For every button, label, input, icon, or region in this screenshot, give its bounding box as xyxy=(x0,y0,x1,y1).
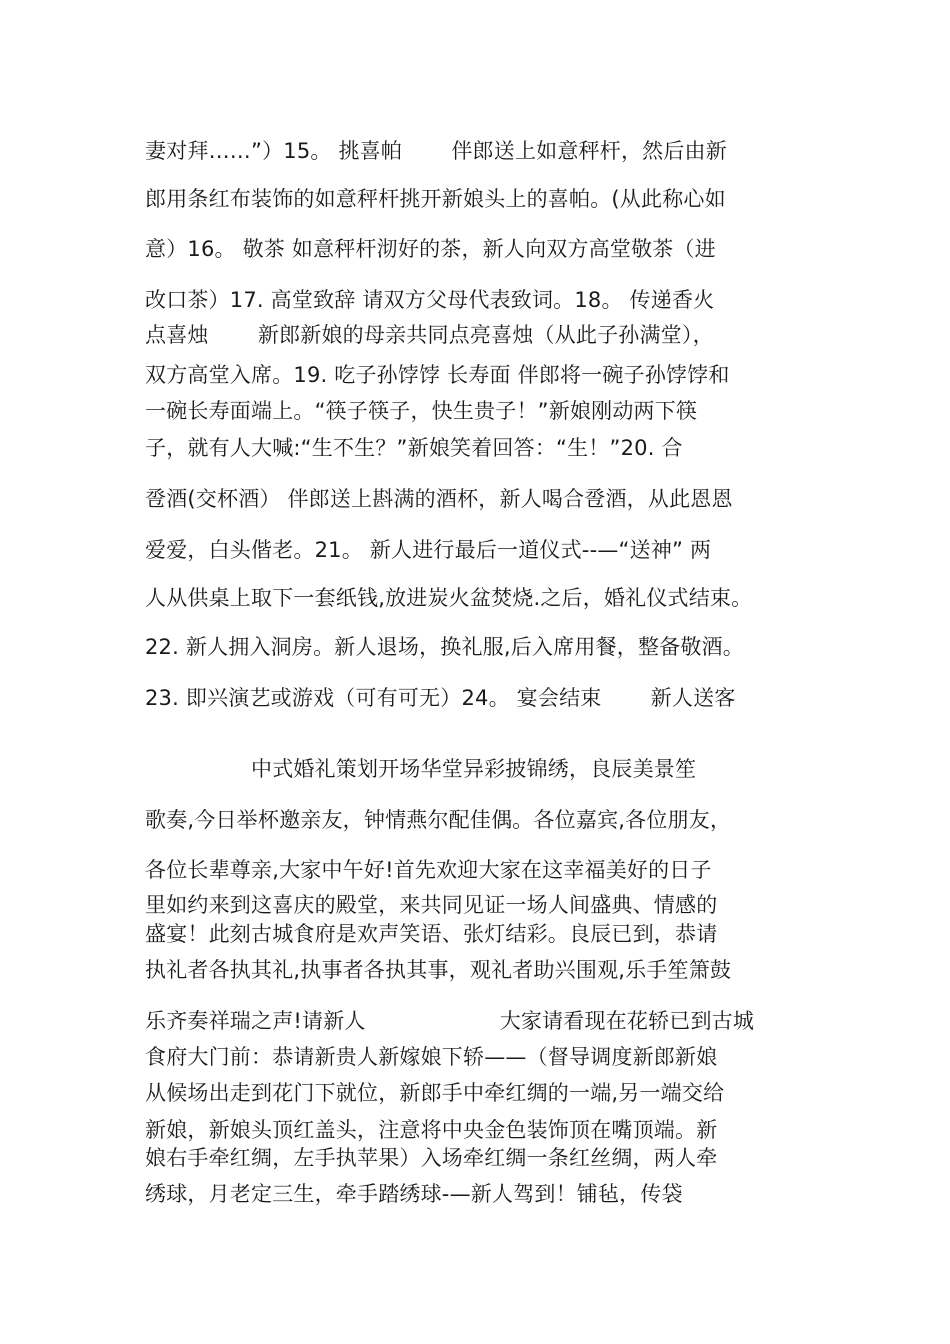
text-line-15: 歌奏,今日举杯邀亲友，钟情燕尔配佳偶。各位嘉宾,各位朋友， xyxy=(145,808,732,832)
text-line-9: 卺酒(交杯酒） 伴郎送上斟满的酒杯，新人喝合卺酒，从此恩恩 xyxy=(145,487,733,511)
text-line-25: 绣球，月老定三生，牵手踏绣球-—新人驾到！铺毡，传袋 xyxy=(145,1182,683,1206)
text-line-12: 22. 新人拥入洞房。新人退场，换礼服,后入席用餐，整备敬酒。 xyxy=(145,635,744,659)
text-line-1: 妻对拜……”）15。 挑喜帕 伴郎送上如意秤杆，然后由新 xyxy=(145,139,727,163)
text-line-24: 娘右手牵红绸，左手执苹果）入场牵红绸一条红丝绸，两人牵 xyxy=(145,1146,718,1170)
text-line-7: 一碗长寿面端上。“筷子筷子，快生贵子！”新娘刚动两下筷 xyxy=(145,399,698,423)
text-line-21: 食府大门前：恭请新贵人新嫁娘下轿——（督导调度新郎新娘 xyxy=(145,1045,718,1069)
text-line-14: 中式婚礼策划开场华堂异彩披锦绣，良辰美景笙 xyxy=(145,757,697,781)
text-line-2: 郎用条红布装饰的如意秤杆挑开新娘头上的喜帕。(从此称心如 xyxy=(145,187,726,211)
text-line-17: 里如约来到这喜庆的殿堂，来共同见证一场人间盛典、情感的 xyxy=(145,893,718,917)
text-line-13: 23. 即兴演艺或游戏（可有可无）24。 宴会结束 新人送客 xyxy=(145,686,736,710)
text-line-11: 人从供桌上取下一套纸钱,放进炭火盆焚烧.之后，婚礼仪式结束。 xyxy=(145,586,753,610)
text-line-20: 乐齐奏祥瑞之声!请新人 大家请看现在花轿已到古城 xyxy=(145,1009,755,1033)
text-line-8: 子，就有人大喊:“生不生？”新娘笑着回答：“生！”20. 合 xyxy=(145,436,683,460)
text-line-16: 各位长辈尊亲,大家中午好!首先欢迎大家在这幸福美好的日子 xyxy=(145,858,712,882)
text-line-4: 改口茶）17. 高堂致辞 请双方父母代表致词。18。 传递香火 xyxy=(145,288,715,312)
text-line-18: 盛宴！此刻古城食府是欢声笑语、张灯结彩。良辰已到，恭请 xyxy=(145,922,718,946)
text-line-3: 意）16。 敬茶 如意秤杆沏好的茶，新人向双方高堂敬茶（进 xyxy=(145,237,716,261)
text-line-10: 爱爱，白头偕老。21。 新人进行最后一道仪式--—“送神” 两 xyxy=(145,538,712,562)
text-line-19: 执礼者各执其礼,执事者各执其事，观礼者助兴围观,乐手笙箫鼓 xyxy=(145,958,732,982)
text-line-22: 从候场出走到花门下就位，新郎手中牵红绸的一端,另一端交给 xyxy=(145,1081,725,1105)
text-line-6: 双方高堂入席。19. 吃子孙饽饽 长寿面 伴郎将一碗子孙饽饽和 xyxy=(145,363,730,387)
text-line-5: 点喜烛 新郎新娘的母亲共同点亮喜烛（从此子孙满堂）， xyxy=(145,323,714,347)
text-line-23: 新娘，新娘头顶红盖头，注意将中央金色装饰顶在嘴顶端。新 xyxy=(145,1118,718,1142)
